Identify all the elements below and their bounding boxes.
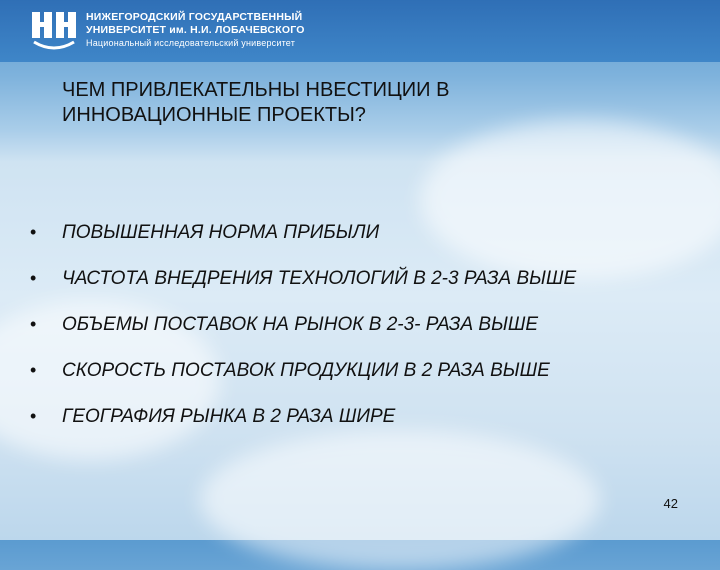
university-logo-icon	[30, 8, 78, 54]
slide-title-line1: ЧЕМ ПРИВЛЕКАТЕЛЬНЫ НВЕСТИЦИИ В	[62, 79, 450, 101]
slide-title	[62, 78, 662, 128]
slide-title-line2: ИННОВАЦИОННЫЕ ПРОЕКТЫ?	[62, 104, 366, 126]
bullet-item: • СКОРОСТЬ ПОСТАВОК ПРОДУКЦИИ В 2 РАЗА ВЫШЕ	[28, 352, 708, 389]
page-number: 42	[663, 496, 678, 511]
university-name-line2: УНИВЕРСИТЕТ им. Н.И. ЛОБАЧЕВСКОГО	[86, 24, 305, 36]
bullet-item: • ГЕОГРАФИЯ РЫНКА В 2 РАЗА ШИРЕ	[28, 398, 708, 435]
university-name-line3: Национальный исследовательский университет	[86, 38, 296, 48]
bullet-item: • ОБЪЕМЫ ПОСТАВОК НА РЫНОК В 2-3- РАЗА ВЫШЕ	[28, 306, 708, 343]
cloud-decoration	[200, 430, 600, 570]
bullet-item: • ЧАСТОТА ВНЕДРЕНИЯ ТЕХНОЛОГИЙ В 2-3 РАЗА ВЫШЕ	[28, 260, 652, 297]
university-name	[86, 11, 305, 50]
university-name-line1: НИЖЕГОРОДСКИЙ ГОСУДАРСТВЕННЫЙ	[86, 11, 303, 23]
bullet-item: • ПОВЫШЕННАЯ НОРМА ПРИБЫЛИ	[28, 214, 708, 251]
header-banner	[0, 0, 720, 62]
bullet-list	[28, 214, 708, 444]
